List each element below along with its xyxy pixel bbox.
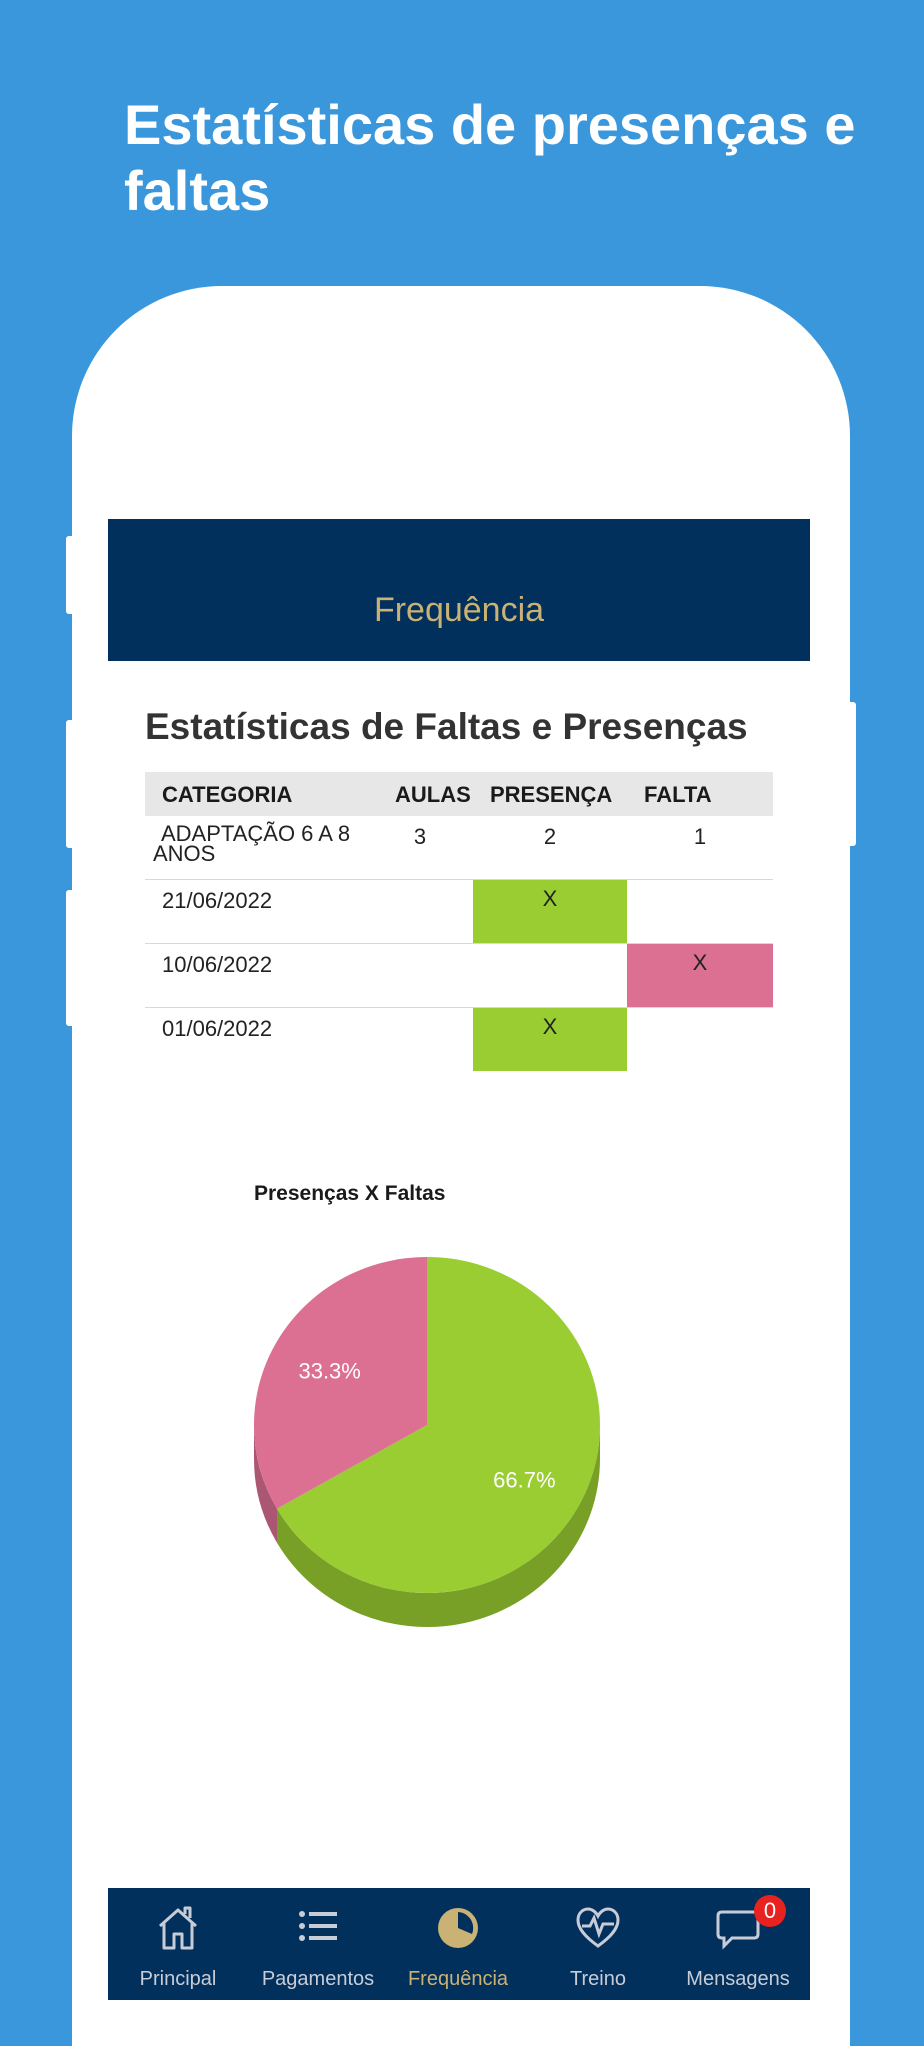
category-name: ADAPTAÇÃO 6 A 8 ANOS xyxy=(153,821,351,866)
stats-title: Estatísticas de Faltas e Presenças xyxy=(145,706,748,747)
nav-label: Frequência xyxy=(407,1968,509,1990)
nav-item-principal[interactable] xyxy=(108,1888,248,2000)
falta-mark: X xyxy=(692,950,708,975)
presenca-mark: X xyxy=(542,1014,558,1039)
falta-cell xyxy=(627,944,773,1007)
nav-item-mensagens[interactable] xyxy=(668,1888,808,2000)
row-date: 01/06/2022 xyxy=(162,1016,273,1041)
phone-side-button-left xyxy=(66,890,76,1026)
nav-item-treino[interactable] xyxy=(528,1888,668,2000)
attendance-table xyxy=(145,772,773,1071)
row-date: 21/06/2022 xyxy=(162,888,273,913)
unread-badge: 0 xyxy=(754,1895,786,1927)
presenca-mark: X xyxy=(542,886,558,911)
heartbeat-icon xyxy=(576,1904,620,1952)
phone-side-button-left xyxy=(66,720,76,848)
nav-label: Treino xyxy=(570,1968,626,1990)
nav-label: Principal xyxy=(139,1968,217,1990)
category-falta: 1 xyxy=(693,824,707,849)
chart-title: Presenças X Faltas xyxy=(254,1182,446,1205)
nav-label: Pagamentos xyxy=(261,1968,375,1990)
table-row xyxy=(145,944,773,1008)
pie-label-1: 33.3% xyxy=(298,1358,361,1384)
col-categoria: CATEGORIA xyxy=(162,782,293,807)
bottom-nav xyxy=(108,1888,810,2000)
home-icon xyxy=(156,1904,200,1952)
nav-item-pagamentos[interactable] xyxy=(248,1888,388,2000)
col-aulas: AULAS xyxy=(395,782,471,807)
app-header xyxy=(108,519,810,661)
pie-label-0: 66.7% xyxy=(493,1467,556,1493)
table-row xyxy=(145,880,773,944)
presenca-cell xyxy=(473,880,627,943)
nav-item-frequencia[interactable] xyxy=(388,1888,528,2000)
table-header xyxy=(145,772,773,816)
pie-chart-icon xyxy=(436,1904,480,1952)
nav-label: Mensagens xyxy=(686,1968,790,1990)
col-presenca: PRESENÇA xyxy=(490,782,613,807)
row-date: 10/06/2022 xyxy=(162,952,273,977)
category-aulas: 3 xyxy=(413,824,427,849)
col-falta: FALTA xyxy=(644,782,712,807)
presenca-cell xyxy=(473,1008,627,1071)
list-icon xyxy=(296,1904,340,1952)
pie-chart xyxy=(240,1250,640,1650)
header-title: Frequência xyxy=(373,591,545,629)
phone-side-button-left xyxy=(66,536,76,614)
table-row xyxy=(145,1008,773,1071)
table-row-category xyxy=(145,816,773,880)
promo-title: Estatísticas de presenças e faltas xyxy=(124,93,856,222)
category-presenca: 2 xyxy=(543,824,557,849)
phone-side-button-right xyxy=(846,702,856,846)
